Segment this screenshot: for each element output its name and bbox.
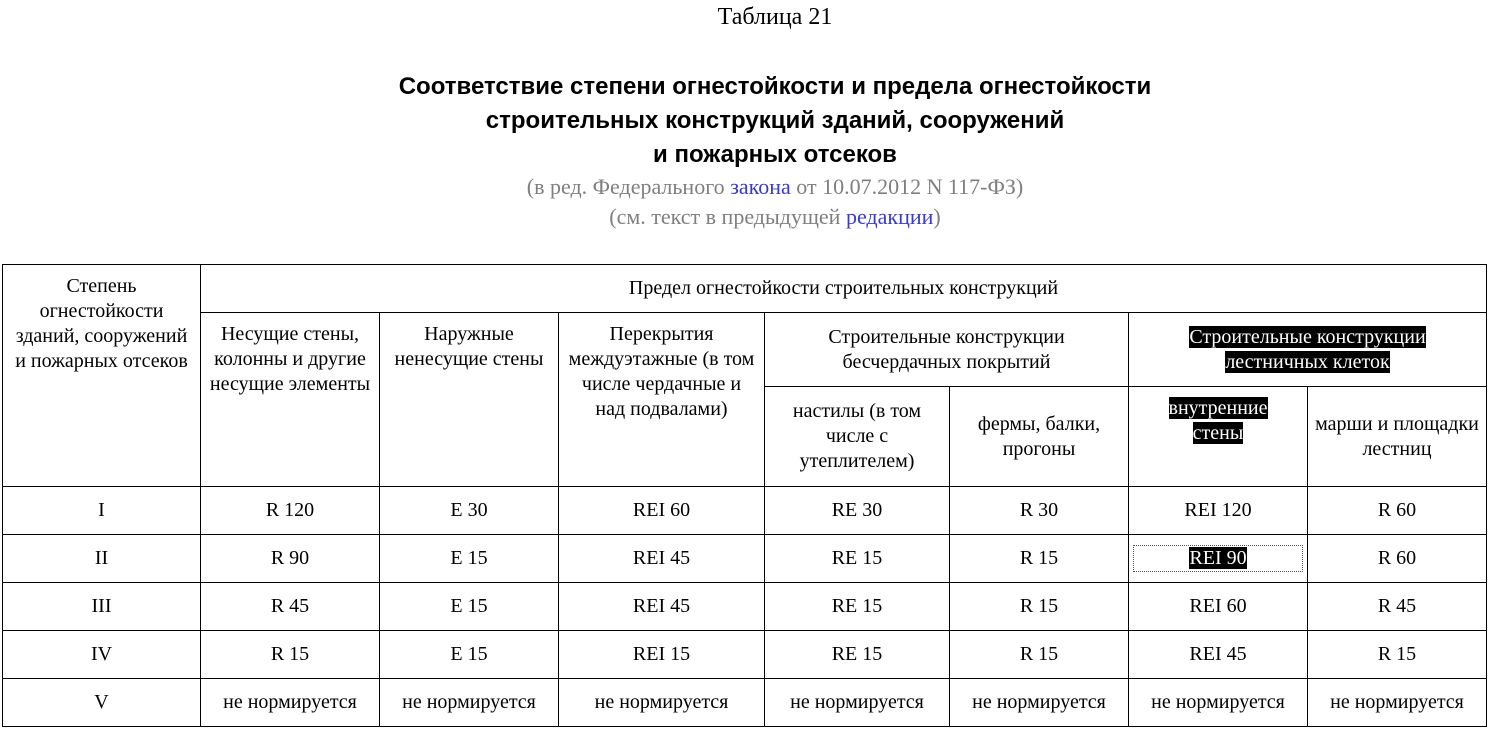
col-stair-walls: [1129, 387, 1308, 487]
value-cell: REI 45: [559, 583, 765, 631]
edition-text: ): [933, 204, 941, 229]
value-cell: R 15: [950, 583, 1129, 631]
fire-resistance-table: [2, 264, 1487, 727]
value-cell: не нормируется: [950, 679, 1129, 727]
value-cell: R 45: [1308, 583, 1487, 631]
value-cell: REI 45: [1129, 631, 1308, 679]
value-cell: RE 15: [765, 583, 950, 631]
value-cell: E 15: [380, 535, 559, 583]
edition-line-1: [0, 172, 1492, 202]
col-roof-trusses: фермы, балки, прогоны: [950, 387, 1129, 487]
col-external-walls: Наружные ненесущие стены: [380, 313, 559, 487]
degree-cell: II: [3, 535, 201, 583]
group-header-cell: Предел огнестойкости строительных конструкций: [201, 265, 1487, 313]
value-cell: REI 60: [1129, 583, 1308, 631]
value-cell: не нормируется: [559, 679, 765, 727]
value-cell: R 15: [950, 535, 1129, 583]
value-cell: не нормируется: [765, 679, 950, 727]
stair-group-line-2: лестничных клеток: [1225, 350, 1390, 373]
selected-value: REI 90: [1189, 547, 1247, 569]
value-cell: E 30: [380, 487, 559, 535]
value-cell: не нормируется: [1129, 679, 1308, 727]
degree-cell: IV: [3, 631, 201, 679]
title-line-3: и пожарных отсеков: [653, 141, 897, 168]
value-cell: не нормируется: [201, 679, 380, 727]
value-cell: RE 15: [765, 535, 950, 583]
degree-cell: V: [3, 679, 201, 727]
stair-walls-line-1: внутренние: [1168, 397, 1268, 419]
degree-cell: III: [3, 583, 201, 631]
stair-group-line-1: Строительные конструкции: [1189, 325, 1426, 348]
table-row: [3, 487, 1487, 535]
table-row: [3, 679, 1487, 727]
table-caption: Таблица 21: [717, 4, 833, 30]
col-bearing-walls: Несущие стены, колонны и другие несущие элементы: [201, 313, 380, 487]
col-group-stairs: [1129, 313, 1487, 387]
previous-edition-link[interactable]: редакции: [845, 204, 934, 229]
header-row-2: [3, 313, 1487, 387]
value-cell: R 30: [950, 487, 1129, 535]
value-cell: REI 120: [1129, 487, 1308, 535]
value-cell: R 45: [201, 583, 380, 631]
edition-text: (в ред. Федерального: [526, 174, 731, 199]
title-line-2: строительных конструкций зданий, сооружений: [485, 107, 1065, 134]
col-stair-flights: марши и площадки лестниц: [1308, 387, 1487, 487]
selected-value-cell[interactable]: [1129, 535, 1308, 583]
document-title: [0, 70, 1492, 172]
row-header-cell: Степень огнестойкости зданий, сооружений и пожарных отсеков: [3, 265, 201, 487]
header-row-1: [3, 265, 1487, 313]
value-cell: R 120: [201, 487, 380, 535]
col-roof-decks: настилы (в том числе с утеплителем): [765, 387, 950, 487]
value-cell: E 15: [380, 583, 559, 631]
value-cell: RE 15: [765, 631, 950, 679]
value-cell: REI 60: [559, 487, 765, 535]
table-row: [3, 535, 1487, 583]
value-cell: R 60: [1308, 487, 1487, 535]
edition-line-2: [0, 202, 1492, 232]
value-cell: RE 30: [765, 487, 950, 535]
stair-walls-line-2: стены: [1192, 422, 1244, 444]
table-row: [3, 583, 1487, 631]
edition-text: от 10.07.2012 N 117-ФЗ): [790, 174, 1024, 199]
col-group-roof: Строительные конструкции бесчердачных покрытий: [765, 313, 1129, 387]
value-cell: REI 45: [559, 535, 765, 583]
title-line-1: Соответствие степени огнестойкости и предела огнестойкости: [398, 73, 1152, 100]
value-cell: не нормируется: [380, 679, 559, 727]
value-cell: не нормируется: [1308, 679, 1487, 727]
edition-note: [0, 172, 1492, 232]
value-cell: R 15: [1308, 631, 1487, 679]
value-cell: E 15: [380, 631, 559, 679]
edition-text: (см. текст в предыдущей: [609, 204, 846, 229]
value-cell: R 90: [201, 535, 380, 583]
degree-cell: I: [3, 487, 201, 535]
value-cell: REI 15: [559, 631, 765, 679]
law-link[interactable]: закона: [730, 174, 791, 199]
value-cell: R 15: [201, 631, 380, 679]
col-floors: Перекрытия междуэтажные (в том числе чердачные и над подвалами): [559, 313, 765, 487]
value-cell: R 60: [1308, 535, 1487, 583]
table-row: [3, 631, 1487, 679]
value-cell: R 15: [950, 631, 1129, 679]
